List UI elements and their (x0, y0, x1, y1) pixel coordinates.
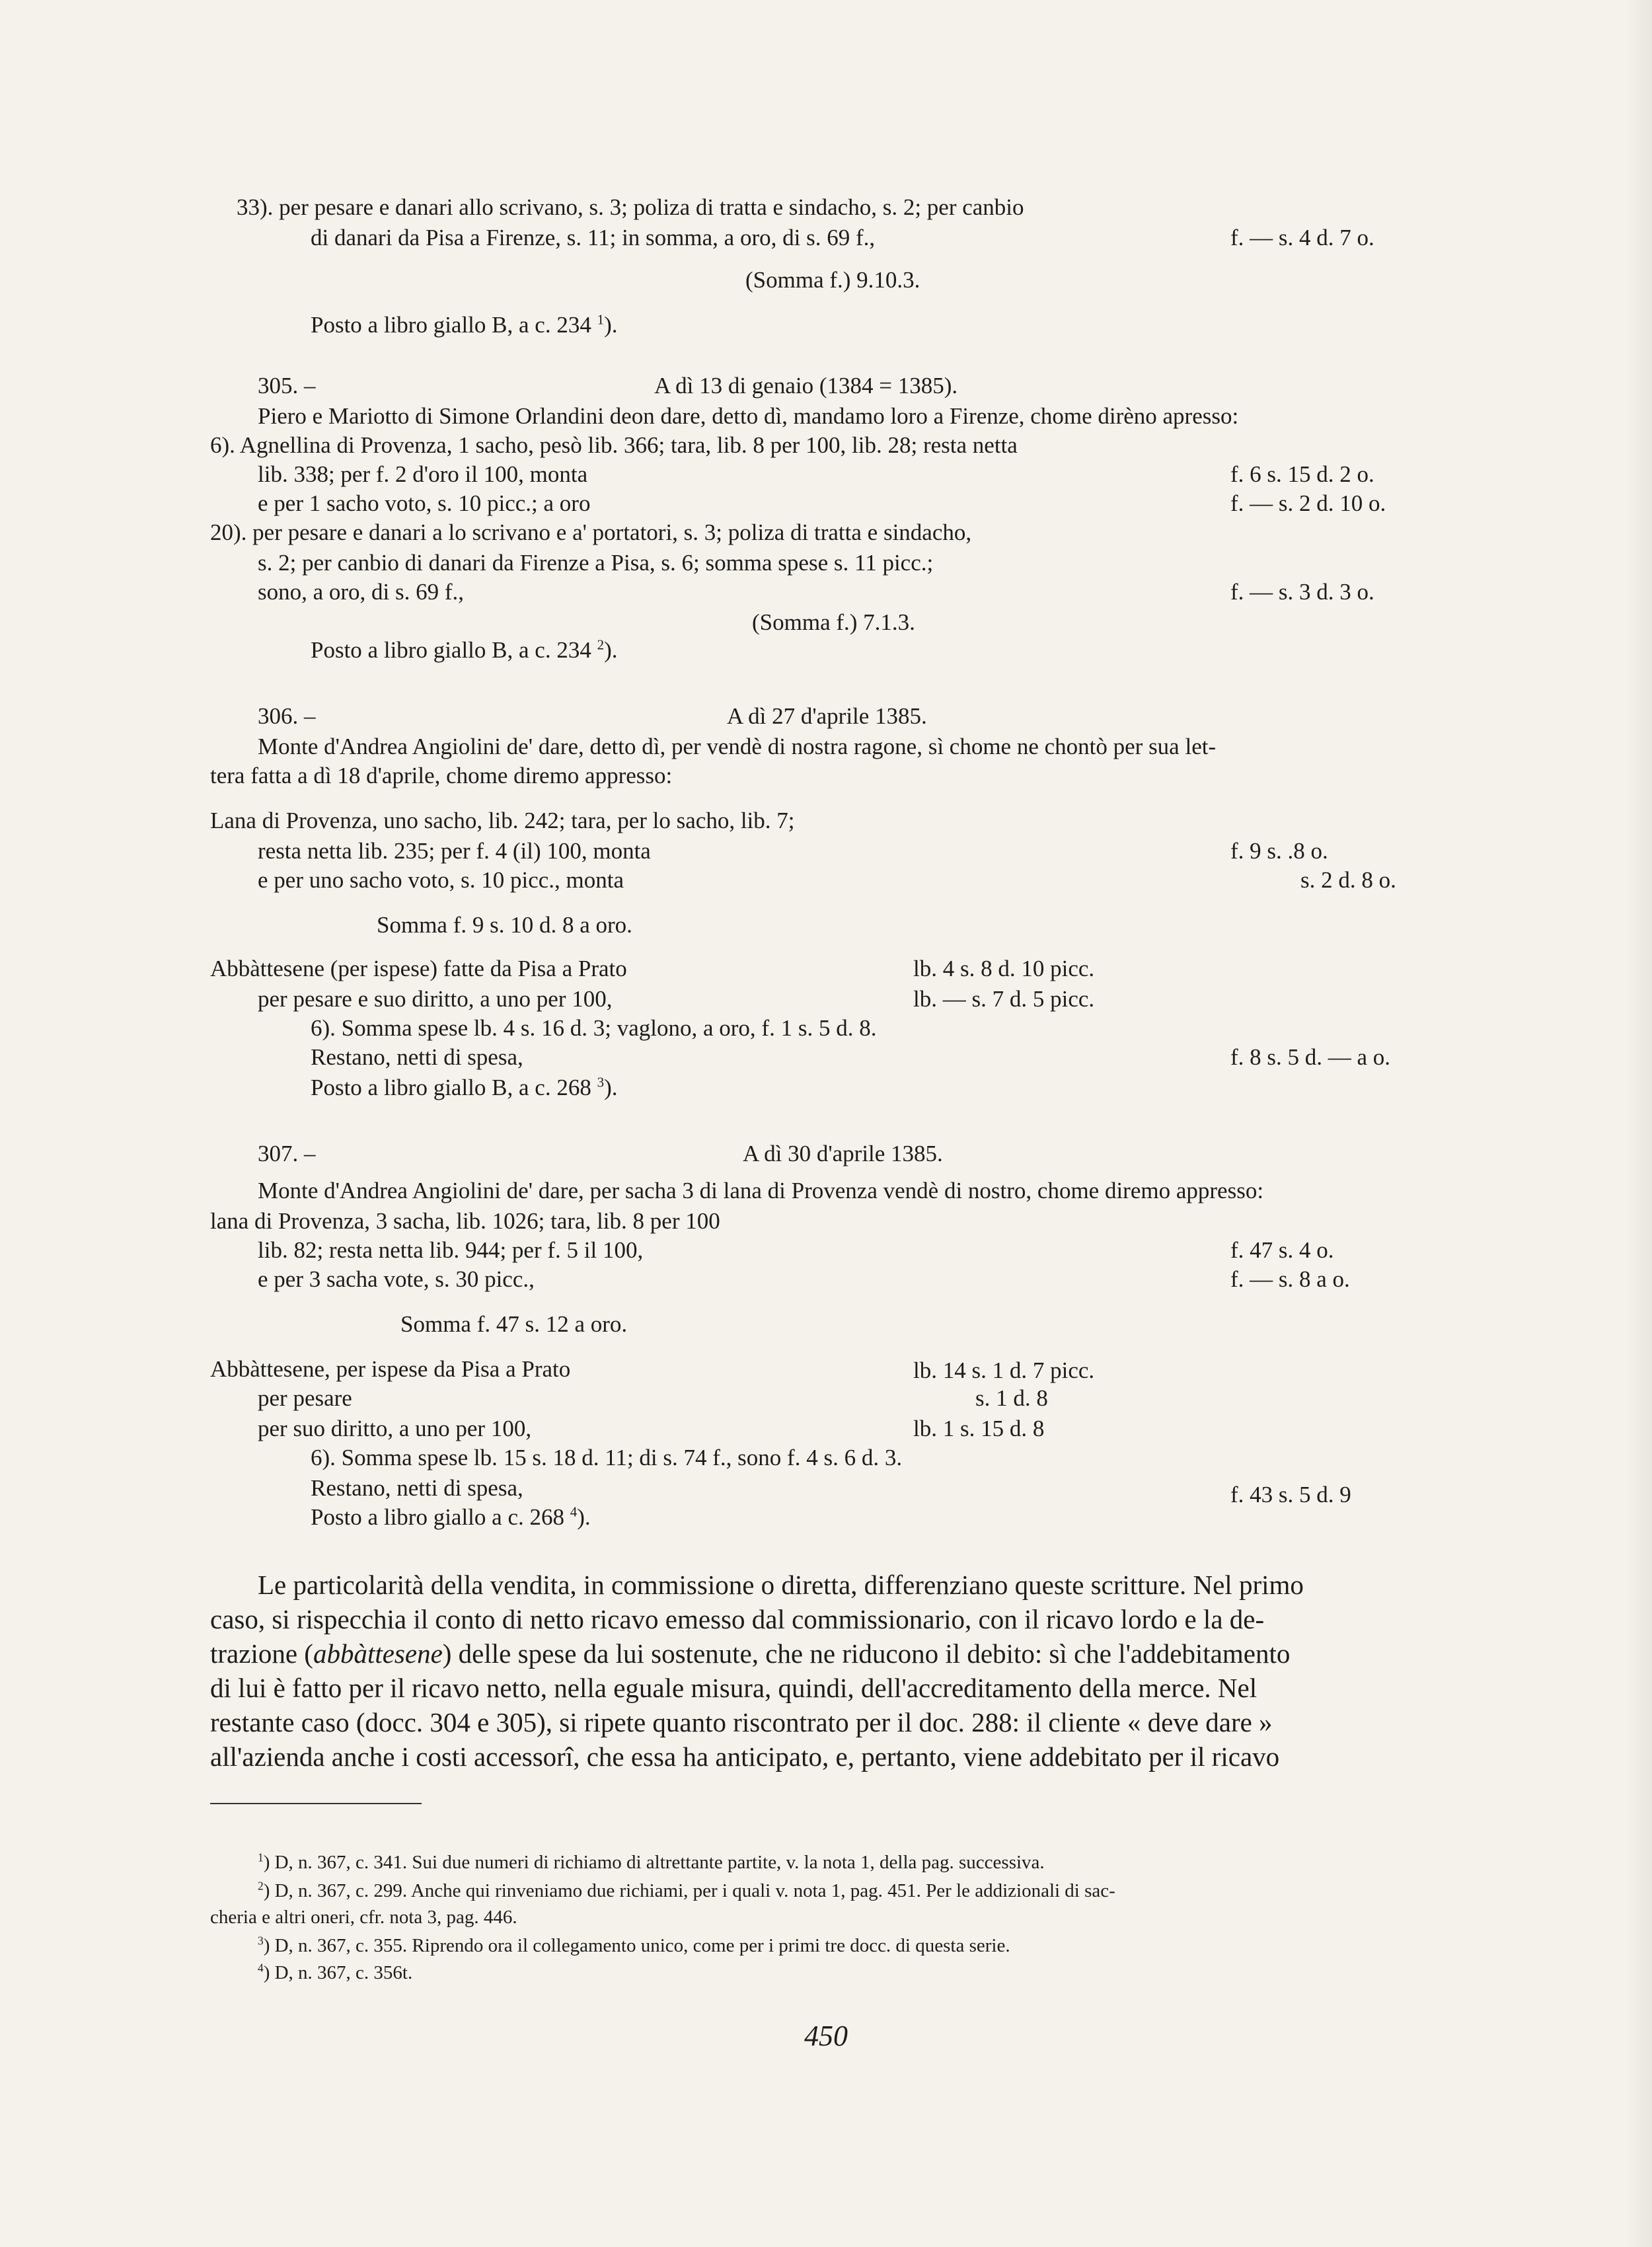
entry307-line3: lib. 82; resta netta lib. 944; per f. 5 il 100, (258, 1237, 644, 1263)
footnote-3: $^3$) D, n. 367, c. 355. Riprendo ora il collegamento unico, come per i primi tre docc. di questa serie. (258, 1934, 1010, 1956)
entry307-abb5: Restano, netti di spesa, (311, 1475, 523, 1501)
entry305-somma: (Somma f.) 7.1.3. (752, 609, 915, 635)
entry306-abb1: Abbàttesene (per ispese) fatte da Pisa a Prato (210, 956, 627, 981)
entry304-posto: Posto a libro giallo B, a c. 234 $^1$). (311, 311, 618, 338)
entry304-line1: 33). per pesare e danari allo scrivano, s. 3; poliza di tratta e sindacho, s. 2; per canbio (237, 194, 1024, 220)
entry307-posto: Posto a libro giallo a c. 268 $^4$). (311, 1504, 591, 1530)
entry306-posto: Posto a libro giallo B, a c. 268 $^3$). (311, 1074, 618, 1100)
entry307-abb4: 6). Somma spese lb. 15 s. 18 d. 11; di s. 74 f., sono f. 4 s. 6 d. 3. (311, 1445, 903, 1470)
entry307-abb5-amount: f. 43 s. 5 d. 9 (1230, 1482, 1351, 1507)
footnote-2: $^2$) D, n. 367, c. 299. Anche qui rinveniamo due richiami, per i quali v. nota 1, pag. 451. Per le addizionali di sac- (258, 1879, 1115, 1901)
entry307-line1: Monte d'Andrea Angiolini de' dare, per sacha 3 di lana di Provenza vendè di nostro, chome diremo appresso: (258, 1178, 1264, 1203)
footnote-1: $^1$) D, n. 367, c. 341. Sui due numeri di richiamo di altrettante partite, v. la nota 1, della pag. successiva. (258, 1850, 1045, 1873)
entry307-line3-amount: f. 47 s. 4 o. (1230, 1237, 1334, 1263)
entry306-line4-amount: f. 9 s. .8 o. (1230, 838, 1328, 864)
entry307-abb2: per pesare (258, 1385, 352, 1411)
commentary-line5: restante caso (docc. 304 e 305), si ripete quanto riscontrato per il doc. 288: il cliente « deve dare » (210, 1707, 1273, 1737)
entry305-line5: 20). per pesare e danari a lo scrivano e a' portatori, s. 3; poliza di tratta e sindacho, (210, 519, 972, 545)
entry306-line3: Lana di Provenza, uno sacho, lib. 242; tara, per lo sacho, lib. 7; (210, 808, 795, 833)
entry306-abb1-amount: lb. 4 s. 8 d. 10 picc. (913, 956, 1095, 981)
entry306-line4: resta netta lib. 235; per f. 4 (il) 100, monta (258, 838, 651, 864)
entry305-date: A dì 13 di genaio (1384 = 1385). (654, 373, 958, 399)
entry305-number: 305. – (258, 373, 316, 399)
entry306-abb4-amount: f. 8 s. 5 d. — a o. (1230, 1044, 1391, 1070)
entry307-line4-amount: f. — s. 8 a o. (1230, 1266, 1350, 1292)
entry307-abb1-amount: lb. 14 s. 1 d. 7 picc. (913, 1357, 1095, 1383)
entry307-abb1: Abbàttesene, per ispese da Pisa a Prato (210, 1356, 571, 1382)
entry306-abb4: Restano, netti di spesa, (311, 1044, 523, 1070)
entry304-somma: (Somma f.) 9.10.3. (745, 267, 920, 293)
entry307-line4: e per 3 sacha vote, s. 30 picc., (258, 1266, 535, 1292)
entry306-somma: Somma f. 9 s. 10 d. 8 a oro. (377, 912, 632, 938)
entry307-abb3: per suo diritto, a uno per 100, (258, 1416, 532, 1441)
entry307-somma: Somma f. 47 s. 12 a oro. (400, 1311, 628, 1337)
entry305-line2: 6). Agnellina di Provenza, 1 sacho, pesò lib. 366; tara, lib. 8 per 100, lib. 28; resta netta (210, 432, 1018, 458)
commentary-line3: trazione (abbàttesene) delle spese da lui sostenute, che ne riducono il debito: sì che l'addebitamento (210, 1638, 1291, 1669)
entry305-line3: lib. 338; per f. 2 d'oro il 100, monta (258, 461, 588, 487)
commentary-line2: caso, si rispecchia il conto di netto ricavo emesso dal commissionario, con il ricavo lordo e la de- (210, 1604, 1265, 1634)
page-number: 450 (804, 2020, 848, 2052)
entry305-line4: e per 1 sacho voto, s. 10 picc.; a oro (258, 490, 591, 516)
footnote-2-cont: cheria e altri oneri, cfr. nota 3, pag. 446. (210, 1907, 517, 1928)
commentary-line4: di lui è fatto per il ricavo netto, nella eguale misura, quindi, dell'accreditamento della merce. Nel (210, 1673, 1258, 1703)
entry306-line5-amount: s. 2 d. 8 o. (1300, 867, 1396, 893)
entry305-line1: Piero e Mariotto di Simone Orlandini deon dare, detto dì, mandamo loro a Firenze, chome dirèno apresso: (258, 403, 1239, 429)
entry307-abb2-amount: s. 1 d. 8 (975, 1385, 1048, 1411)
entry306-abb2: per pesare e suo diritto, a uno per 100, (258, 986, 613, 1012)
footnote-4: $^4$) D, n. 367, c. 356t. (258, 1961, 413, 1983)
entry305-line7: sono, a oro, di s. 69 f., (258, 579, 465, 605)
entry307-line2: lana di Provenza, 3 sacha, lib. 1026; tara, lib. 8 per 100 (210, 1208, 720, 1234)
entry305-line6: s. 2; per canbio di danari da Firenze a Pisa, s. 6; somma spese s. 11 picc.; (258, 550, 934, 576)
footnote-divider (210, 1803, 422, 1804)
entry306-line5: e per uno sacho voto, s. 10 picc., monta (258, 867, 624, 893)
entry305-line3-amount: f. 6 s. 15 d. 2 o. (1230, 461, 1374, 487)
commentary-line1: Le particolarità della vendita, in commissione o diretta, differenziano queste scritture. Nel primo (258, 1570, 1304, 1600)
entry306-line2: tera fatta a dì 18 d'aprile, chome diremo appresso: (210, 763, 673, 788)
entry304-line2-amount: f. — s. 4 d. 7 o. (1230, 225, 1374, 250)
entry305-line4-amount: f. — s. 2 d. 10 o. (1230, 490, 1386, 516)
entry305-posto: Posto a libro giallo B, a c. 234 $^2$). (311, 636, 618, 663)
entry306-abb2-amount: lb. — s. 7 d. 5 picc. (913, 986, 1095, 1012)
entry307-abb3-amount: lb. 1 s. 15 d. 8 (913, 1416, 1045, 1441)
entry306-abb3: 6). Somma spese lb. 4 s. 16 d. 3; vaglono, a oro, f. 1 s. 5 d. 8. (311, 1015, 877, 1041)
entry306-date: A dì 27 d'aprile 1385. (727, 703, 927, 729)
commentary-line6: all'azienda anche i costi accessorî, che essa ha anticipato, e, pertanto, viene addebitato per il ricavo (210, 1741, 1280, 1772)
entry306-line1: Monte d'Andrea Angiolini de' dare, detto dì, per vendè di nostra ragone, sì chome ne chontò per sua let- (258, 734, 1217, 759)
page-edge-shadow (1626, 0, 1652, 2247)
entry305-line7-amount: f. — s. 3 d. 3 o. (1230, 579, 1374, 605)
entry307-date: A dì 30 d'aprile 1385. (743, 1141, 943, 1166)
entry307-number: 307. – (258, 1141, 316, 1166)
entry304-line2: di danari da Pisa a Firenze, s. 11; in somma, a oro, di s. 69 f., (311, 225, 876, 250)
entry306-number: 306. – (258, 703, 316, 729)
